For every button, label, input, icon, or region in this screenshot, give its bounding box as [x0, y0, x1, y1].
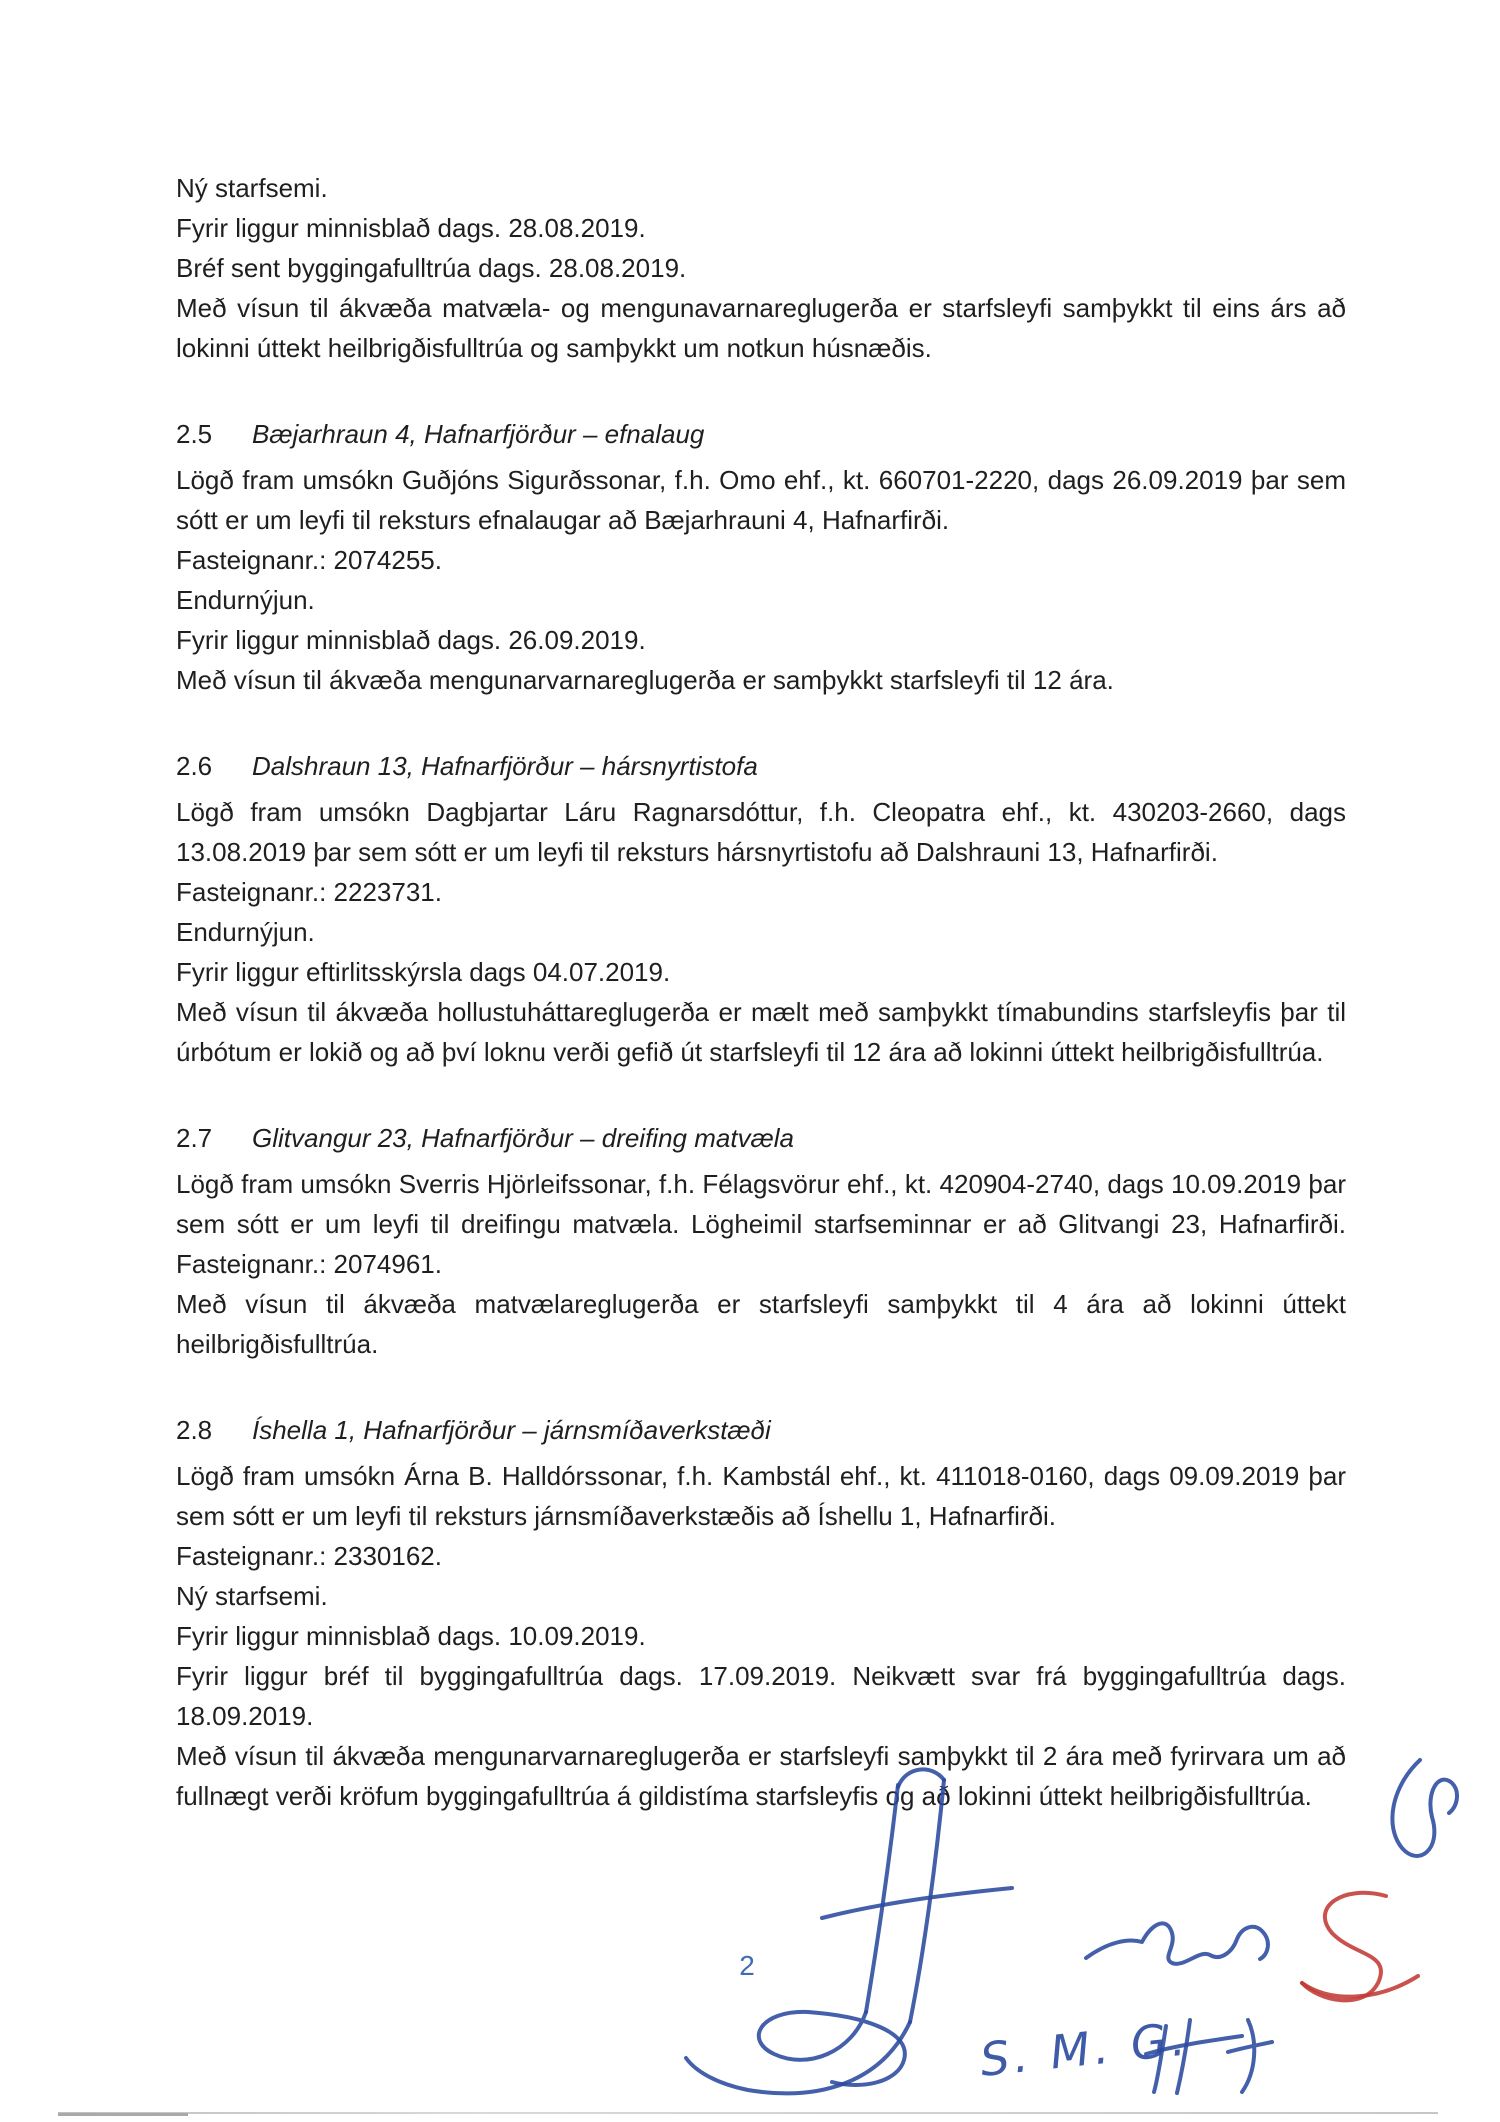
section-number: 2.8 [176, 1415, 213, 1445]
intro-block [176, 168, 1346, 368]
paragraph: Með vísun til ákvæða mengunarvarnareglugerða er samþykkt starfsleyfi til 12 ára. [176, 665, 1114, 695]
document-content [176, 168, 1346, 1816]
section-heading [176, 1410, 1346, 1450]
paragraph: Fasteignanr.: 2223731. [176, 877, 442, 907]
section-number: 2.6 [176, 751, 213, 781]
paragraph: Með vísun til ákvæða hollustuháttareglugerða er mælt með samþykkt tímabundins starfsleyfis þar til úrbótum er lokið og að því loknu verði gefið út starfsleyfi til 12 ára að lokinni úttekt heilbrigðisfulltrúa. [176, 997, 1346, 1067]
section-body [176, 1456, 1346, 1816]
section-2-8 [176, 1410, 1346, 1816]
signature-stroke-red [1302, 1976, 1418, 1997]
section-2-5 [176, 414, 1346, 700]
intro-line: Fyrir liggur minnisblað dags. 28.08.2019. [176, 213, 646, 243]
paragraph: Fyrir liggur minnisblað dags. 26.09.2019. [176, 625, 646, 655]
signature-stroke [1086, 1923, 1268, 1963]
intro-paragraph: Með vísun til ákvæða matvæla- og mengunavarnareglugerða er starfsleyfi samþykkt til eins árs að lokinni úttekt heilbrigðisfulltrúa og samþykkt um notkun húsnæðis. [176, 293, 1346, 363]
section-title: Dalshraun 13, Hafnarfjörður – hársnyrtistofa [252, 751, 758, 781]
paragraph: Fasteignanr.: 2330162. [176, 1541, 442, 1571]
scan-artifact-line-dark [58, 2113, 188, 2116]
signature-stroke [1146, 2036, 1242, 2054]
signature-stroke [759, 2012, 905, 2085]
signature-stroke [686, 2022, 910, 2093]
paragraph: Ný starfsemi. [176, 1581, 328, 1611]
section-title: Bæjarhraun 4, Hafnarfjörður – efnalaug [252, 419, 705, 449]
intro-line: Ný starfsemi. [176, 173, 328, 203]
signature-stroke [1228, 2020, 1272, 2092]
section-heading [176, 414, 1346, 454]
paragraph: Lögð fram umsókn Guðjóns Sigurðssonar, f.h. Omo ehf., kt. 660701-2220, dags 26.09.2019 þar sem sótt er um leyfi til reksturs efnalaugar að Bæjarhrauni 4, Hafnarfirði. [176, 465, 1346, 535]
section-number: 2.7 [176, 1123, 213, 1153]
signature-stroke [1177, 2020, 1190, 2093]
signature-stroke-red [1302, 1893, 1386, 2001]
signature-stroke [866, 1785, 898, 2012]
section-body [176, 1164, 1346, 1364]
paragraph: Endurnýjun. [176, 585, 315, 615]
section-heading [176, 1118, 1346, 1158]
intro-line: Bréf sent byggingafulltrúa dags. 28.08.2019. [176, 253, 687, 283]
paragraph: Lögð fram umsókn Dagbjartar Láru Ragnarsdóttur, f.h. Cleopatra ehf., kt. 430203-2660, dags 13.08.2019 þar sem sótt er um leyfi til reksturs hársnyrtistofu að Dalshrauni 13, Hafnarfirði. [176, 797, 1346, 867]
paragraph: Lögð fram umsókn Árna B. Halldórssonar, f.h. Kambstál ehf., kt. 411018-0160, dags 09.09.2019 þar sem sótt er um leyfi til reksturs járnsmíðaverkstæðis að Íshellu 1, Hafnarfirði. [176, 1461, 1346, 1531]
paragraph: Endurnýjun. [176, 917, 315, 947]
paragraph: Með vísun til ákvæða matvælareglugerða er starfsleyfi samþykkt til 4 ára að lokinni úttekt heilbrigðisfulltrúa. [176, 1289, 1346, 1359]
section-body [176, 792, 1346, 1072]
section-2-6 [176, 746, 1346, 1072]
section-title: Íshella 1, Hafnarfjörður – járnsmíðaverkstæði [252, 1415, 771, 1445]
signature-initials: S. M. G. [977, 2011, 1192, 2087]
paragraph: Fyrir liggur eftirlitsskýrsla dags 04.07.2019. [176, 957, 671, 987]
paragraph: Fyrir liggur bréf til byggingafulltrúa dags. 17.09.2019. Neikvætt svar frá byggingafulltrúa dags. 18.09.2019. [176, 1661, 1346, 1731]
scan-artifact-line [58, 2112, 1438, 2114]
paragraph: Lögð fram umsókn Sverris Hjörleifssonar, f.h. Félagsvörur ehf., kt. 420904-2740, dags 10.09.2019 þar sem sótt er um leyfi til dreifingu matvæla. Lögheimil starfseminnar er að Glitvangi 23, Hafnarfirði. Fasteignanr.: 2074961. [176, 1169, 1346, 1279]
page-number: 2 [739, 1950, 755, 1981]
paragraph: Fyrir liggur minnisblað dags. 10.09.2019. [176, 1621, 646, 1651]
signature-stroke [1154, 2026, 1166, 2092]
signature-stroke [910, 1780, 944, 2022]
section-heading [176, 746, 1346, 786]
paragraph: Fasteignanr.: 2074255. [176, 545, 442, 575]
section-2-7 [176, 1118, 1346, 1364]
section-title: Glitvangur 23, Hafnarfjörður – dreifing matvæla [252, 1123, 794, 1153]
signature-stroke [822, 1888, 1012, 1918]
section-number: 2.5 [176, 419, 213, 449]
section-body [176, 460, 1346, 700]
signature-stroke [1392, 1760, 1457, 1856]
paragraph: Með vísun til ákvæða mengunarvarnareglugerða er starfsleyfi samþykkt til 2 ára með fyrirvara um að fullnægt verði kröfum byggingafulltrúa á gildistíma starfsleyfis og að lokinni úttekt heilbrigðisfulltrúa. [176, 1741, 1346, 1811]
